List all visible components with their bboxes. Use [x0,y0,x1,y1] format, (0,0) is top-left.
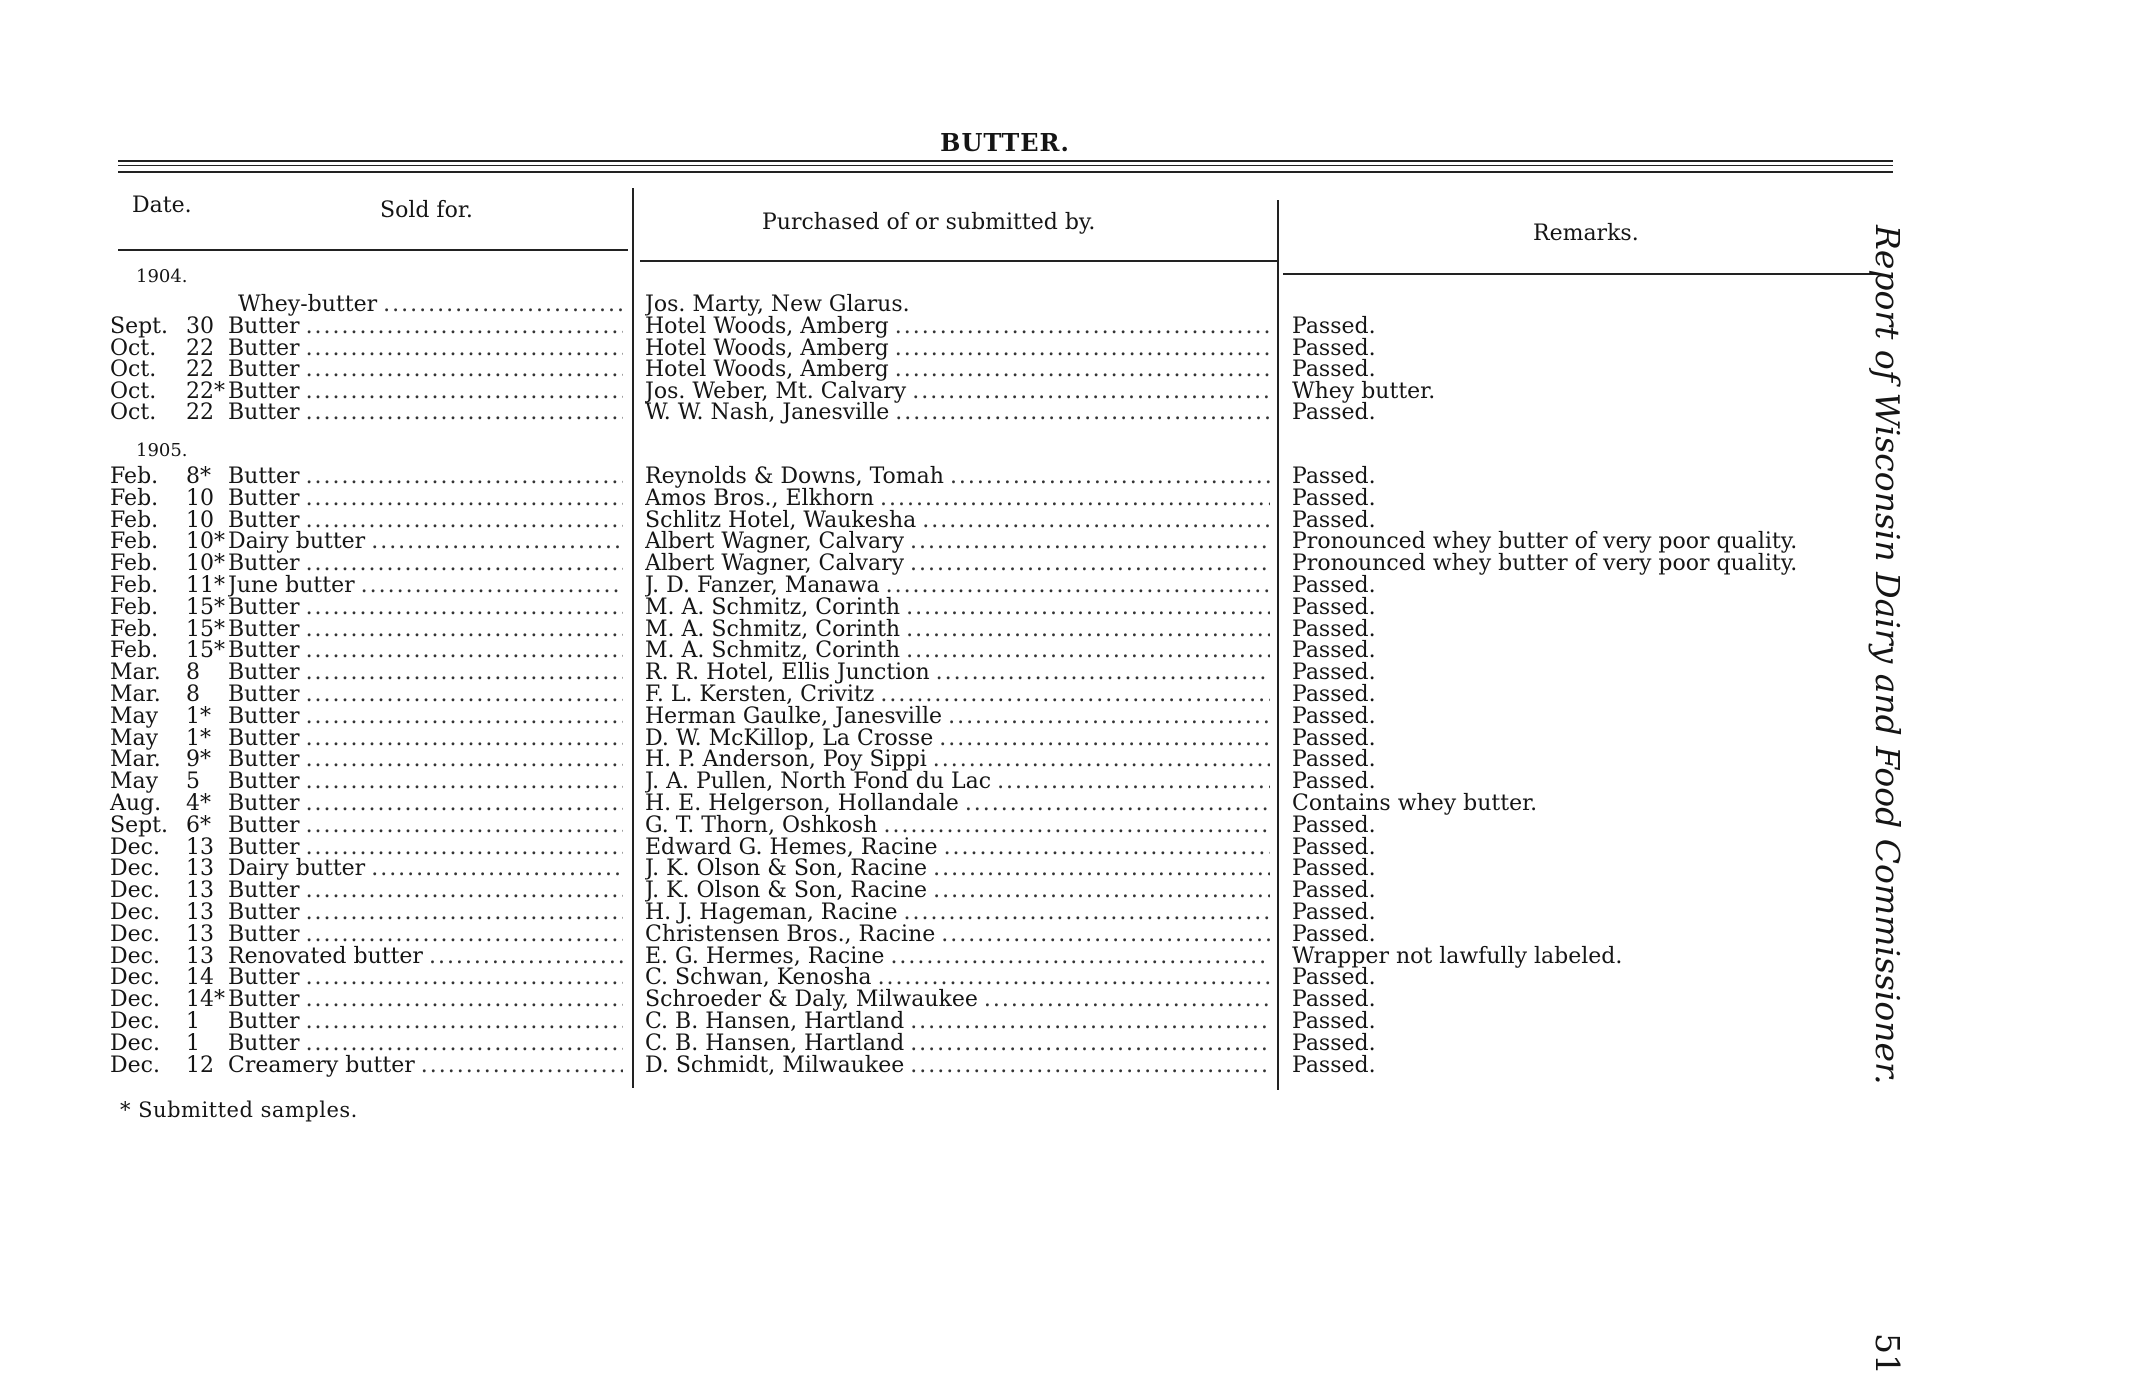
purchased-cell: J. K. Olson & Son, Racine [645,856,928,882]
sold-for-cell: Butter [228,725,300,751]
remarks-cell: Passed. [1292,314,1376,339]
date-month: Sept. [110,314,169,339]
date-day: 13 [186,834,214,860]
remarks-cell: Passed. [1292,747,1376,773]
remarks-cell: Passed. [1292,725,1376,751]
date-day: 1* [186,725,211,751]
purchased-cell: G. T. Thorn, Oshkosh [645,812,878,838]
date-month: Feb. [110,573,159,598]
date-day: 11* [186,573,225,598]
date-month: Dec. [110,900,160,925]
date-month: Feb. [110,485,159,511]
purchased-cell: Hotel Woods, Amberg [645,357,889,382]
sold-for-cell: Butter [228,464,300,489]
date-month: Dec. [110,1030,160,1056]
date-month: Dec. [110,987,160,1013]
date-month: Feb. [110,594,159,620]
remarks-cell: Passed. [1292,834,1376,860]
remarks-cell: Wrapper not lawfully labeled. [1292,943,1623,969]
sold-for-cell: Butter [228,812,300,838]
sold-for-cell: Butter [228,551,300,577]
date-day: 13 [186,856,214,882]
purchased-cell: C. Schwan, Kenosha [645,965,872,991]
remarks-cell: Pronounced whey butter of very poor quality. [1292,529,1798,555]
sold-for-cell: Butter [228,400,300,425]
purchased-cell: Hotel Woods, Amberg [645,314,889,339]
date-month: Dec. [110,1052,160,1078]
purchased-cell: Albert Wagner, Calvary [645,551,905,577]
remarks-cell: Passed. [1292,682,1376,707]
date-month: Feb. [110,464,159,489]
date-day: 1* [186,703,211,729]
purchased-cell: F. L. Kersten, Crivitz [645,682,875,707]
running-head: Report of Wisconsin Dairy and Food Commissioner. [1868,225,1908,1085]
date-month: Dec. [110,878,160,904]
remarks-cell: Passed. [1292,1052,1376,1078]
remarks-cell: Passed. [1292,616,1376,642]
top-rule-2 [118,165,1893,166]
date-month: Oct. [110,400,157,425]
purchased-cell: H. J. Hageman, Racine [645,900,898,925]
remarks-cell: Passed. [1292,507,1376,533]
date-day: 14 [186,965,214,991]
purchased-cell: M. A. Schmitz, Corinth [645,616,901,642]
page-title: BUTTER. [940,128,1070,157]
date-day: 12 [186,1052,214,1078]
sold-for-cell: Butter [228,357,300,382]
purchased-cell: J. D. Fanzer, Manawa [645,573,880,598]
purchased-cell: Albert Wagner, Calvary [645,529,905,555]
remarks-cell: Passed. [1292,335,1376,361]
remarks-cell: Passed. [1292,965,1376,991]
year-1905: 1905. [136,440,188,461]
date-month: Feb. [110,529,159,555]
date-day: 8 [186,682,200,707]
purchased-cell: M. A. Schmitz, Corinth [645,638,901,664]
top-rule [118,160,1893,162]
sold-for-cell: Whey-butter [238,292,378,317]
remarks-cell: Passed. [1292,900,1376,925]
date-month: Mar. [110,660,161,686]
sold-for-cell: Butter [228,921,300,947]
running-head-sidebar [1863,225,1913,1375]
purchased-cell: C. B. Hansen, Hartland [645,1009,905,1034]
date-day: 13 [186,878,214,904]
sold-for-cell: Butter [228,703,300,729]
date-month: Sept. [110,812,169,838]
date-day: 22 [186,335,214,361]
year-1904: 1904. [136,266,188,287]
date-month: Oct. [110,378,157,404]
date-day: 1 [186,1009,200,1034]
remarks-cell: Passed. [1292,703,1376,729]
remarks-cell: Passed. [1292,987,1376,1013]
purchased-cell: Schroeder & Daly, Milwaukee [645,987,978,1013]
purchased-cell: Edward G. Hemes, Racine [645,834,938,860]
purchased-cell: Herman Gaulke, Janesville [645,703,943,729]
remarks-cell: Passed. [1292,856,1376,882]
remarks-cell: Passed. [1292,594,1376,620]
date-day: 14* [186,987,225,1013]
remarks-cell: Passed. [1292,464,1376,489]
date-day: 9* [186,747,211,773]
date-month: Dec. [110,1009,160,1034]
date-month: Mar. [110,747,161,773]
column-rule-2 [1277,200,1279,1090]
purchased-cell: Jos. Marty, New Glarus. [645,292,910,317]
header-sold-for: Sold for. [380,198,473,223]
date-month: Feb. [110,638,159,664]
sold-for-cell: Butter [228,616,300,642]
header-rule-left [118,249,628,251]
remarks-cell: Passed. [1292,573,1376,598]
date-cell [110,400,220,425]
date-month: Mar. [110,682,161,707]
remarks-cell: Passed. [1292,357,1376,382]
date-month: Aug. [110,791,162,816]
sold-for-cell: Dairy butter [228,856,366,882]
page-number: 51 [1868,1333,1908,1375]
date-month: Dec. [110,921,160,947]
purchased-cell: H. E. Helgerson, Hollandale [645,791,959,816]
remarks-cell: Whey butter. [1292,378,1436,404]
date-day: 30 [186,314,214,339]
date-month: Oct. [110,335,157,361]
date-day: 4* [186,791,211,816]
remarks-cell: Contains whey butter. [1292,791,1538,816]
remarks-cell: Passed. [1292,812,1376,838]
remarks-cell: Passed. [1292,1009,1376,1034]
date-month: May [110,703,159,729]
date-day: 10 [186,485,214,511]
sold-for-cell: Butter [228,660,300,686]
date-month: Feb. [110,507,159,533]
purchased-cell: M. A. Schmitz, Corinth [645,594,901,620]
header-purchased: Purchased of or submitted by. [762,210,1096,235]
sold-for-cell: Creamery butter [228,1052,415,1078]
date-month: May [110,725,159,751]
purchased-cell: D. W. McKillop, La Crosse [645,725,934,751]
purchased-cell: W. W. Nash, Janesville [645,400,890,425]
sold-for-cell: Butter [228,682,300,707]
dot-leader [306,400,623,425]
sold-for-cell: Butter [228,638,300,664]
date-day: 15* [186,638,225,664]
date-day: 22* [186,378,225,404]
remarks-cell: Pronounced whey butter of very poor quality. [1292,551,1798,577]
sold-for-cell: Butter [228,791,300,816]
sold-for-cell: Butter [228,1009,300,1034]
purchased-cell: H. P. Anderson, Poy Sippi [645,747,927,773]
purchased-cell: Reynolds & Downs, Tomah [645,464,944,489]
sold-for-cell: Butter [228,834,300,860]
purchased-cell: Christensen Bros., Racine [645,921,936,947]
header-remarks: Remarks. [1533,221,1639,246]
date-day: 6* [186,812,211,838]
remarks-cell: Passed. [1292,921,1376,947]
purchased-cell: R. R. Hotel, Ellis Junction [645,660,930,686]
sold-for-cell: Butter [228,594,300,620]
remarks-cell: Passed. [1292,400,1376,425]
column-rule-1 [632,188,634,1088]
date-day: 8* [186,464,211,489]
top-rule-3 [118,171,1893,173]
date-month: Oct. [110,357,157,382]
sold-for-cell: Butter [228,900,300,925]
date-day: 10 [186,507,214,533]
purchased-cell: C. B. Hansen, Hartland [645,1030,905,1056]
date-day: 15* [186,594,225,620]
header-date: Date. [132,193,192,218]
date-day: 5 [186,769,200,795]
sold-for-cell: Butter [228,1030,300,1056]
date-day: 22 [186,357,214,382]
date-day: 10* [186,529,225,555]
remarks-cell: Passed. [1292,769,1376,795]
sold-for-cell: June butter [228,573,355,598]
date-month: Dec. [110,965,160,991]
date-day: 13 [186,943,214,969]
purchased-cell: J. A. Pullen, North Fond du Lac [645,769,992,795]
sold-for-cell: Butter [228,314,300,339]
purchased-cell: Schlitz Hotel, Waukesha [645,507,917,533]
sold-for-cell: Butter [228,485,300,511]
dot-leader [910,1053,1270,1078]
purchased-cell: D. Schmidt, Milwaukee [645,1052,905,1078]
date-day: 8 [186,660,200,686]
purchased-cell: J. K. Olson & Son, Racine [645,878,928,904]
purchased-cell: Hotel Woods, Amberg [645,335,889,361]
remarks-cell: Passed. [1292,660,1376,686]
sold-for-cell: Butter [228,335,300,361]
date-day: 10* [186,551,225,577]
date-day: 15* [186,616,225,642]
sold-for-cell: Butter [228,769,300,795]
sold-for-cell: Butter [228,747,300,773]
remarks-cell: Passed. [1292,485,1376,511]
remarks-cell: Passed. [1292,638,1376,664]
date-month: Feb. [110,551,159,577]
header-rule-right [1283,273,1878,275]
purchased-cell: Jos. Weber, Mt. Calvary [645,378,907,404]
sold-for-cell: Renovated butter [228,943,423,969]
sold-for-cell: Dairy butter [228,529,366,555]
header-rule-mid [640,260,1277,262]
date-day: 13 [186,921,214,947]
remarks-cell: Passed. [1292,1030,1376,1056]
date-day: 1 [186,1030,200,1056]
dot-leader [895,400,1270,425]
purchased-cell: Amos Bros., Elkhorn [645,485,875,511]
sold-for-cell: Butter [228,378,300,404]
date-month: Dec. [110,834,160,860]
date-month: May [110,769,159,795]
dot-leader [421,1053,623,1078]
sold-for-cell: Butter [228,965,300,991]
sold-for-cell: Butter [228,878,300,904]
sold-for-cell: Butter [228,507,300,533]
purchased-cell: E. G. Hermes, Racine [645,943,885,969]
date-day: 22 [186,400,214,425]
sold-for-cell: Butter [228,987,300,1013]
date-day: 13 [186,900,214,925]
date-month: Dec. [110,943,160,969]
footnote: * Submitted samples. [120,1098,358,1122]
date-cell [110,1053,220,1078]
date-month: Dec. [110,856,160,882]
date-month: Feb. [110,616,159,642]
remarks-cell: Passed. [1292,878,1376,904]
